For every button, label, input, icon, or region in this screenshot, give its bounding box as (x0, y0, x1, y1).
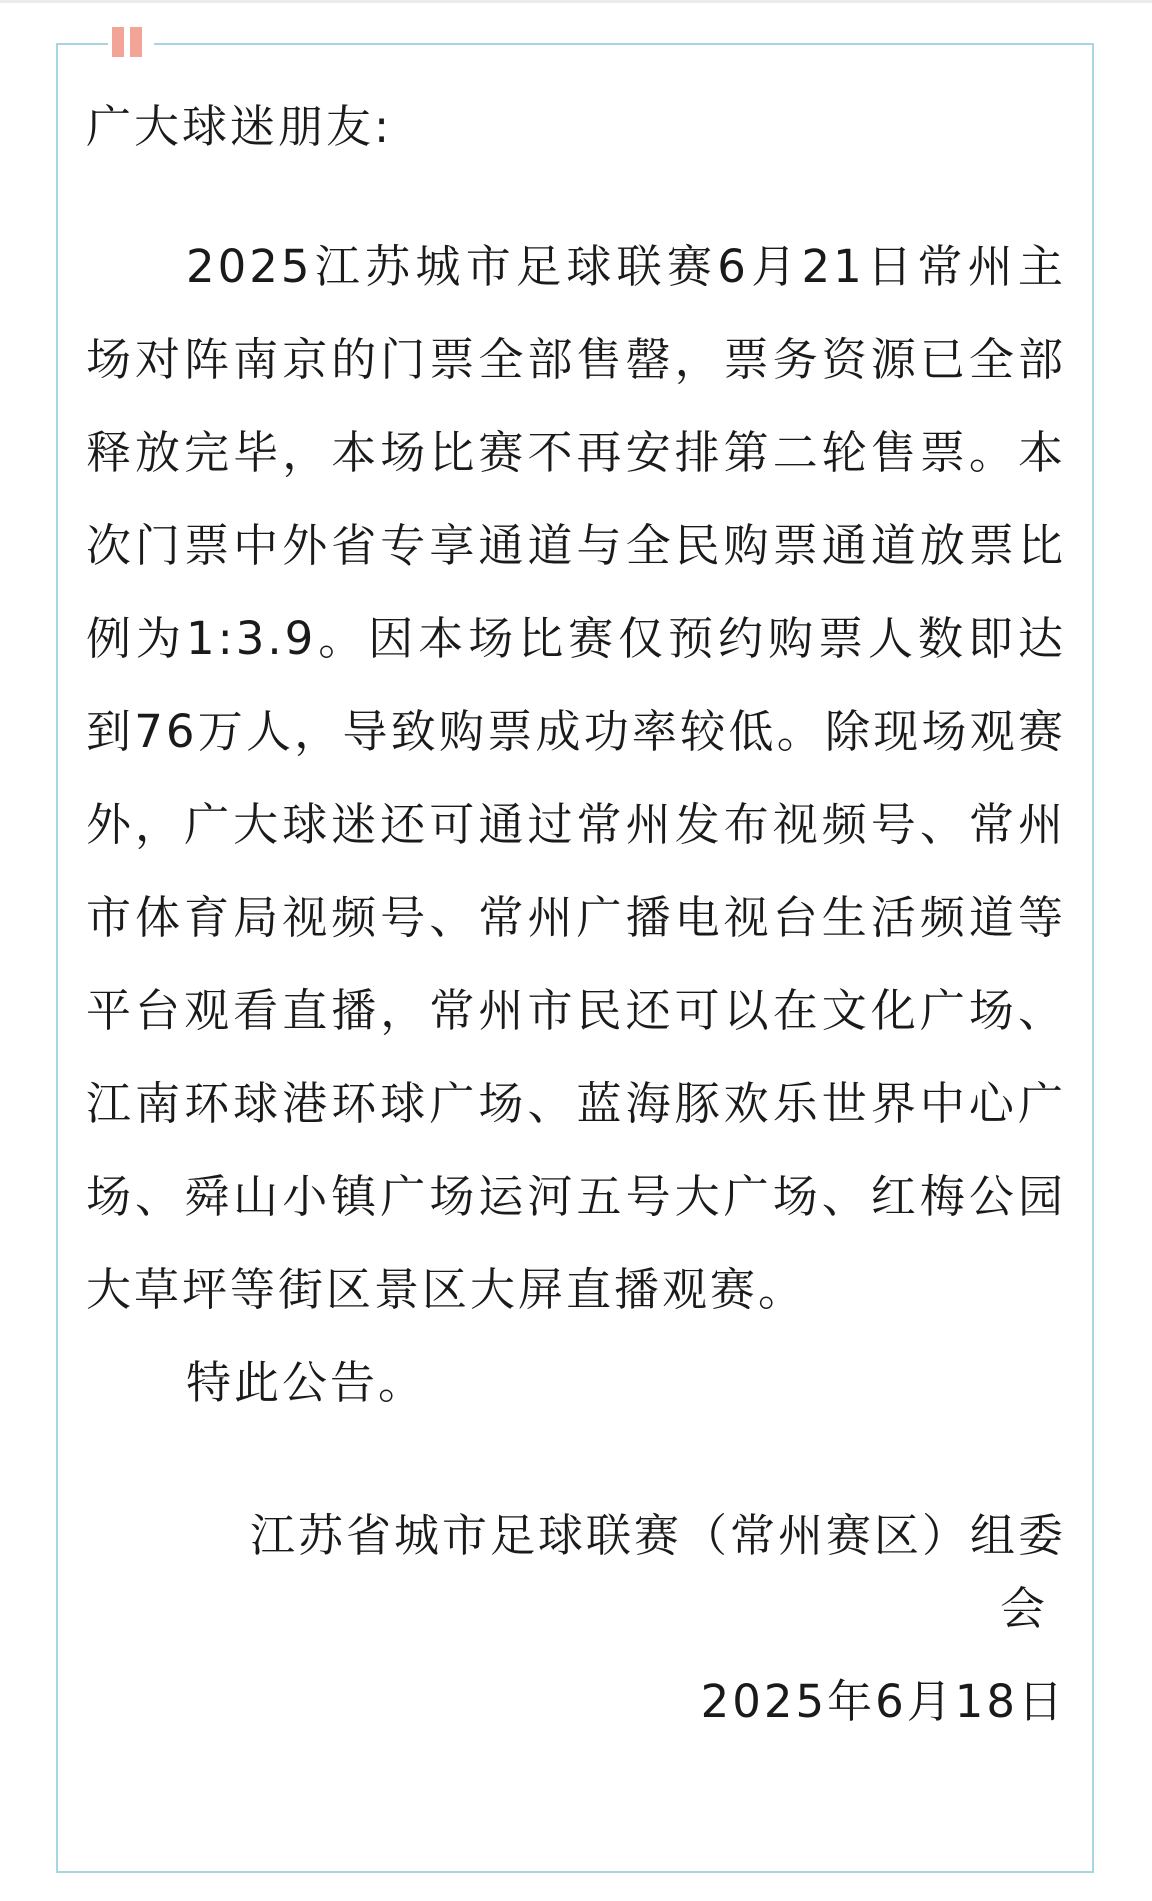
notice-content (86, 80, 1066, 1748)
frame-corner-decoration (108, 25, 154, 59)
decoration-bar-left (112, 27, 124, 57)
salutation: 广大球迷朋友: (86, 100, 393, 153)
signature-organizer: 江苏省城市足球联赛（常州赛区）组委 (249, 1509, 1066, 1562)
signature-organizer-end: 会 (999, 1582, 1048, 1635)
notice-date: 2025年6月18日 (700, 1675, 1066, 1728)
decoration-bar-right (130, 27, 142, 57)
top-divider (0, 0, 1152, 3)
notice-body: 2025江苏城市足球联赛6月21日常州主场对阵南京的门票全部售罄，票务资源已全部释放完毕，本场比赛不再安排第二轮售票。本次门票中外省专享通道与全民购票通道放票比例为1:3.9。因本场比赛仅预约购票人数即达到76万人，导致购票成功率较低。除现场观赛外，广大球迷还可通过常州发布视频号、常州市体育局视频号、常州广播电视台生活频道等平台观看直播，常州市民还可以在文化广场、江南环球港环球广场、蓝海豚欢乐世界中心广场、舜山小镇广场运河五号大广场、红梅公园大草坪等街区景区大屏直播观赛。 (86, 240, 1066, 1316)
closing-line: 特此公告。 (186, 1356, 427, 1409)
